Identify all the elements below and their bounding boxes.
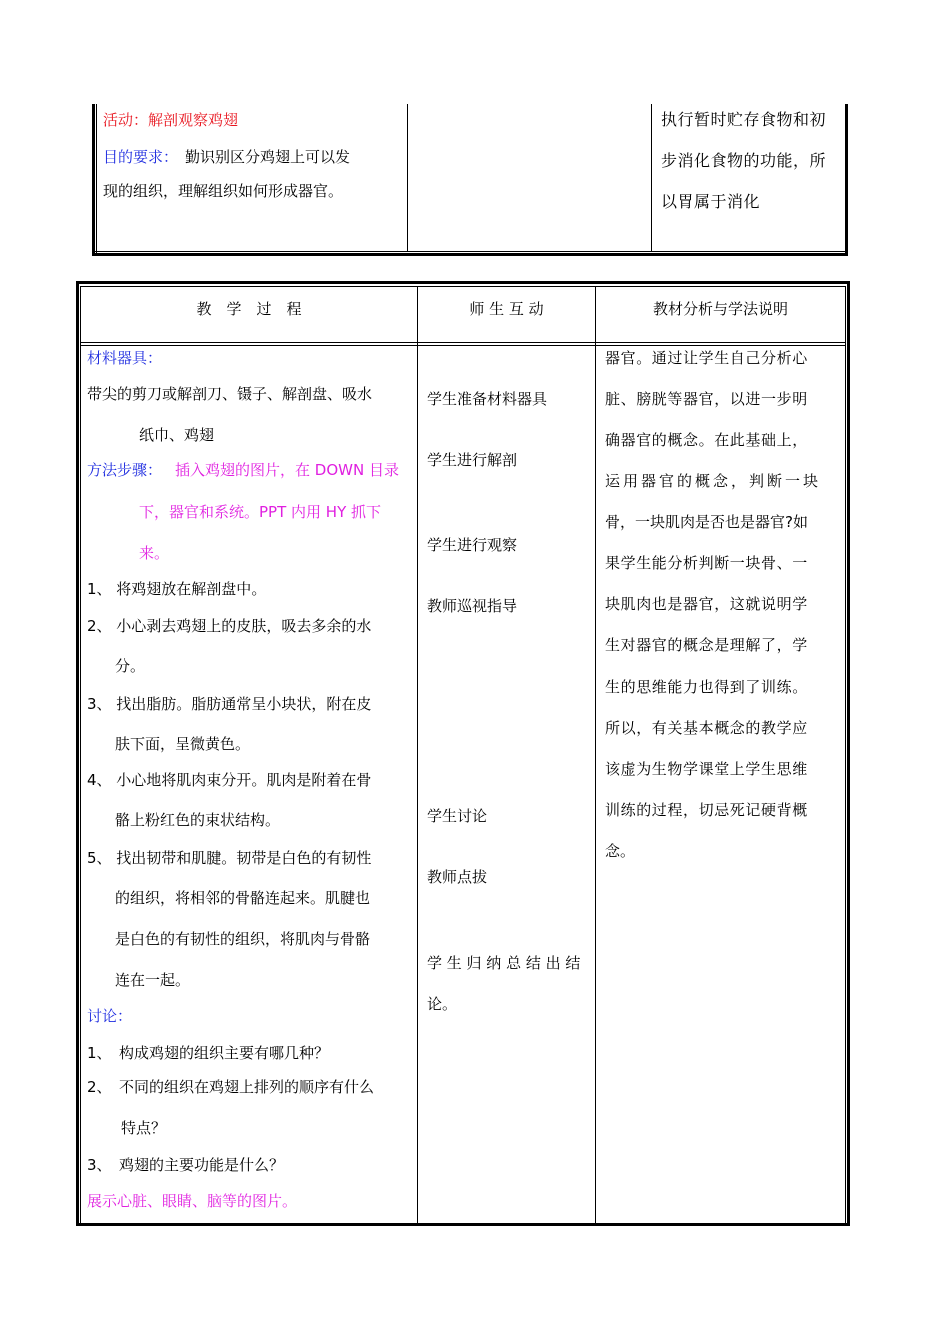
analysis-line-8: 生对器官的概念是理解了，学 [605,636,808,654]
top-table-right-border [845,104,848,256]
interaction-conclusion-line-1: 学 生 归 纳 总 结 出 结 [427,954,581,972]
step-2-line-2: 分。 [115,657,146,675]
analysis-line-6: 果学生能分析判断一块骨、一 [605,554,808,572]
step-3-line-2: 肤下面，呈微黄色。 [115,735,251,753]
step-2-line-1: 2、 小心剥去鸡翅上的皮肤，吸去多余的水 [87,617,372,635]
interaction-observe: 学生进行观察 [427,536,518,554]
main-table-left-border-thick [76,281,79,1226]
col-divider-2 [595,286,596,1224]
question-2-line-1: 2、 不同的组织在鸡翅上排列的顺序有什么 [87,1078,375,1096]
main-table-top-border-thick [76,281,850,284]
step-4-line-2: 骼上粉红色的束状结构。 [115,811,281,829]
step-5-line-3: 是白色的有韧性的组织，将肌肉与骨骼 [115,930,371,948]
discussion-label: 讨论： [87,1007,133,1025]
top-analysis-line-3: 以胃属于消化 [661,192,761,211]
method-label: 方法步骤： [87,461,163,479]
interaction-dissect: 学生进行解剖 [427,451,518,469]
header-analysis: 教材分析与学法说明 [652,300,788,318]
analysis-line-2: 脏、膀胱等器官，以进一步明 [605,390,808,408]
col-divider-1 [417,286,418,1224]
interaction-teacher-hint: 教师点拔 [427,868,488,886]
analysis-line-10: 所以，有关基本概念的教学应 [605,719,808,737]
analysis-line-13: 念。 [605,842,636,860]
top-table-col-divider-2 [651,104,652,252]
main-table-right-border-thick [847,281,850,1226]
step-5-line-4: 连在一起。 [115,971,191,989]
top-table-bottom-border [92,251,848,252]
analysis-line-3: 确器官的概念。在此基础上， [605,431,808,449]
method-note-line-1: 插入鸡翅的图片，在 DOWN 目录 [175,461,399,479]
question-2-line-2: 特点？ [121,1119,167,1137]
question-1: 1、 构成鸡翅的组织主要有哪几种？ [87,1044,330,1062]
method-note-line-2: 下，器官和系统。PPT 内用 HY 抓下 [139,503,382,521]
header-divider [80,342,846,343]
analysis-line-11: 该虚为生物学课堂上学生思维 [605,760,808,778]
step-5-line-1: 5、 找出韧带和肌腱。韧带是白色的有韧性 [87,849,372,867]
header-teacher-student-interaction: 师 生 互 动 [469,300,544,318]
header-teaching-process: 教 学 过 程 [196,300,302,318]
main-table-top-border-inner [80,286,846,287]
main-table-right-border-inner [845,286,846,1224]
header-divider-2 [80,345,846,346]
analysis-line-1: 器官。通过让学生自己分析心 [605,349,808,367]
top-table-bottom-border-thick [92,253,848,256]
goal-text-line-1: 勤识别区分鸡翅上可以发 [185,148,351,166]
top-table-col-divider-1 [407,104,408,252]
question-3: 3、 鸡翅的主要功能是什么？ [87,1156,285,1174]
step-5-line-2: 的组织，将相邻的骨骼连起来。肌腱也 [115,889,371,907]
goal-text-line-2: 现的组织，理解组织如何形成器官。 [103,182,344,200]
analysis-line-9: 生的思维能力也得到了训练。 [605,678,808,696]
analysis-line-4: 运用器官的概念，判断一块 [605,472,822,490]
analysis-line-5: 骨，一块肌肉是否也是器官?如 [605,513,808,531]
main-table-left-border-inner [80,286,81,1224]
top-table-left-border-inner [96,104,97,256]
analysis-line-12: 训练的过程，切忌死记硬背概 [605,801,808,819]
top-analysis-line-2: 步消化食物的功能，所 [661,151,827,170]
main-table-bottom-border [76,1223,850,1226]
interaction-discuss: 学生讨论 [427,807,488,825]
top-analysis-line-1: 执行暂时贮存食物和初 [661,110,827,129]
step-1: 1、 将鸡翅放在解剖盘中。 [87,580,267,598]
step-4-line-1: 4、 小心地将肌肉束分开。肌肉是附着在骨 [87,771,372,789]
materials-line-2: 纸巾、鸡翅 [139,426,215,444]
step-3-line-1: 3、 找出脂肪。脂肪通常呈小块状，附在皮 [87,695,372,713]
top-table-left-border [92,104,95,256]
interaction-prepare-materials: 学生准备材料器具 [427,390,548,408]
goal-label: 目的要求： [103,148,179,166]
method-note-line-3: 来。 [139,544,170,562]
analysis-line-7: 块肌肉也是器官，这就说明学 [605,595,808,613]
interaction-teacher-guide: 教师巡视指导 [427,597,518,615]
materials-label: 材料器具： [87,349,163,367]
activity-label: 活动：解剖观察鸡翅 [103,111,239,129]
show-images-note: 展示心脏、眼睛、脑等的图片。 [87,1192,298,1210]
materials-line-1: 带尖的剪刀或解剖刀、镊子、解剖盘、吸水 [87,385,373,403]
interaction-conclusion-line-2: 论。 [427,995,458,1013]
